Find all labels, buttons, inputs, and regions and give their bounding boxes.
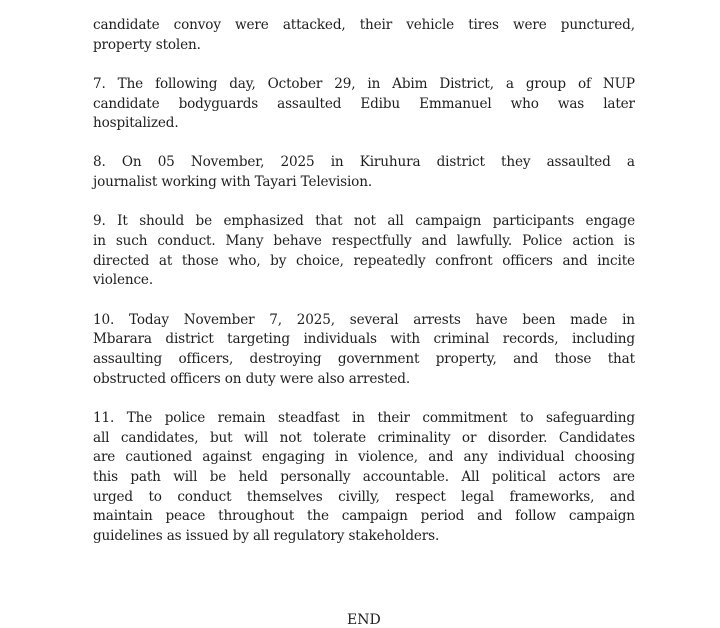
text-line: maintain peace throughout the campaign period and follow campaign xyxy=(93,508,635,525)
text-line: are cautioned against engaging in violence, and any individual choosing xyxy=(93,449,635,466)
text-line: Mbarara district targeting individuals with criminal records, including xyxy=(93,331,635,348)
text-line: directed at those who, by choice, repeatedly confront officers and incite xyxy=(93,252,635,269)
paragraph xyxy=(93,75,635,134)
text-line: 7. The following day, October 29, in Abim District, a group of NUP xyxy=(93,75,635,92)
text-line: candidate bodyguards assaulted Edibu Emmanuel who was later xyxy=(93,95,635,112)
text-line: this path will be held personally accountable. All political actors are xyxy=(93,468,635,485)
text-line: 9. It should be emphasized that not all campaign participants engage xyxy=(93,213,635,230)
text-line: assaulting officers, destroying government property, and those that xyxy=(93,350,635,367)
paragraph xyxy=(93,16,635,55)
text-line: in such conduct. Many behave respectfully and lawfully. Police action is xyxy=(93,233,635,249)
paragraph xyxy=(93,153,635,192)
document-body xyxy=(93,16,635,566)
text-line: journalist working with Tayari Television. xyxy=(93,174,372,191)
text-line: 10. Today November 7, 2025, several arrests have been made in xyxy=(93,311,635,328)
text-line: 8. On 05 November, 2025 in Kiruhura district they assaulted a xyxy=(93,154,635,171)
text-line: hospitalized. xyxy=(93,115,179,132)
text-line: urged to conduct themselves civilly, respect legal frameworks, and xyxy=(93,488,635,505)
end-marker: END xyxy=(347,612,381,628)
text-line: obstructed officers on duty were also arrested. xyxy=(93,370,411,387)
paragraph xyxy=(93,311,635,390)
text-line: 11. The police remain steadfast in their commitment to safeguarding xyxy=(93,409,635,426)
paragraph xyxy=(93,409,635,547)
paragraph xyxy=(93,212,635,291)
text-line: all candidates, but will not tolerate criminality or disorder. Candidates xyxy=(93,429,635,446)
text-line: candidate convoy were attacked, their vehicle tires were punctured, xyxy=(93,17,635,33)
text-line: guidelines as issued by all regulatory stakeholders. xyxy=(93,527,440,544)
text-line: property stolen. xyxy=(93,36,201,53)
text-line: violence. xyxy=(93,272,153,289)
